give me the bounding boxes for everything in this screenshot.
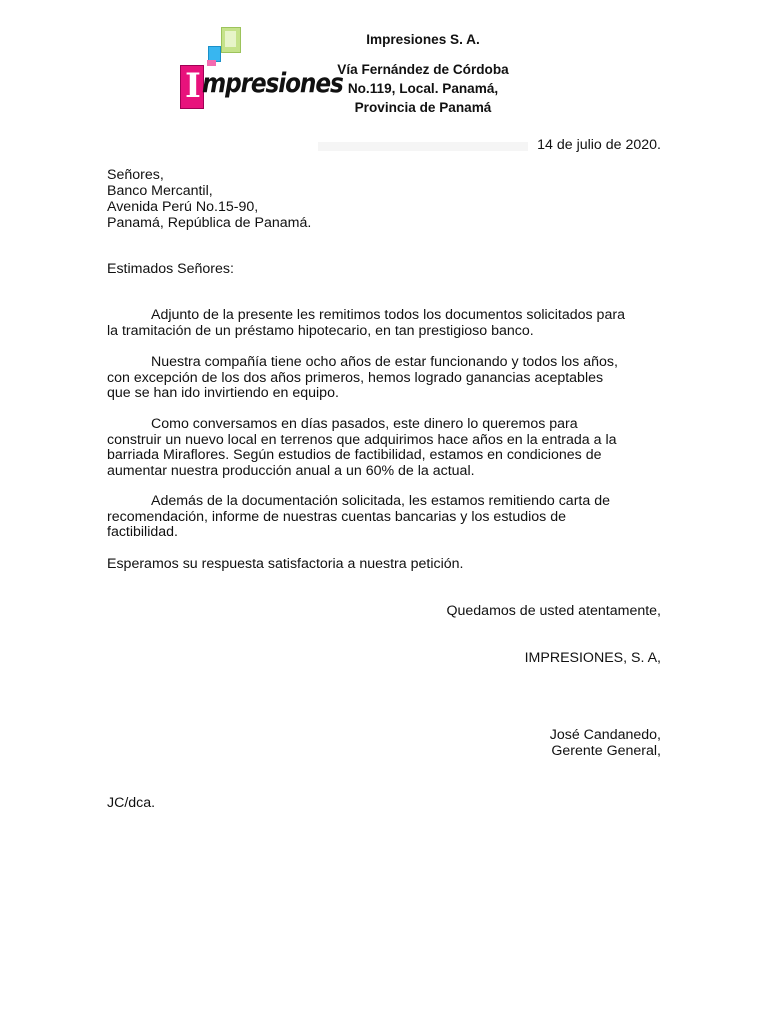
divider: [318, 142, 528, 151]
paragraph-line: que se han ido invirtiendo en equipo.: [107, 385, 339, 401]
paragraph-line: recomendación, informe de nuestras cuentas bancarias y los estudios de: [107, 508, 566, 525]
recipient-line: Señores,: [107, 167, 164, 183]
recipient-line: Banco Mercantil,: [107, 183, 213, 199]
body-paragraph: [107, 417, 667, 479]
closing-request: Esperamos su respuesta satisfactoria a nuestra petición.: [107, 556, 464, 572]
paragraph-line: con excepción de los dos años primeros, hemos logrado ganancias aceptables: [107, 369, 604, 386]
salutation: Estimados Señores:: [107, 261, 234, 277]
paragraph-line: Nuestra compañía tiene ocho años de estar funcionando y todos los años,: [151, 354, 618, 370]
logo-initial: I: [185, 66, 201, 106]
paragraph-line: Como conversamos en días pasados, este dinero lo queremos para: [151, 416, 578, 432]
paragraph-line: la tramitación de un préstamo hipotecario, en tan prestigioso banco.: [107, 322, 534, 339]
signer-title: Gerente General,: [551, 743, 661, 759]
company-name: Impresiones S. A.: [366, 32, 480, 47]
paragraph-line: Además de la documentación solicitada, les estamos remitiendo carta de: [151, 493, 610, 509]
company-logo: [178, 24, 343, 114]
company-signature: IMPRESIONES, S. A,: [524, 650, 661, 666]
paragraph-line: aumentar nuestra producción anual a un 60% de la actual.: [107, 462, 475, 479]
recipient-line: Avenida Perú No.15-90,: [107, 199, 259, 215]
paragraph-line: Adjunto de la presente les remitimos todos los documentos solicitados para: [151, 307, 625, 323]
address-line: Vía Fernández de Córdoba: [337, 62, 509, 77]
body-paragraph: [107, 355, 667, 402]
body-paragraph: [107, 494, 667, 541]
logo-pink-square-icon: [207, 60, 216, 66]
body-paragraph: [107, 308, 667, 339]
logo-initial-box: [180, 65, 204, 109]
recipient-line: Panamá, República de Panamá.: [107, 215, 312, 231]
closing-phrase: Quedamos de usted atentamente,: [446, 603, 661, 619]
letter-date: 14 de julio de 2020.: [537, 137, 661, 153]
reference-initials: JC/dca.: [107, 795, 156, 811]
address-line: Provincia de Panamá: [354, 100, 492, 115]
address-line: No.119, Local. Panamá,: [347, 81, 499, 96]
paragraph-line: barriada Miraflores. Según estudios de factibilidad, estamos en condiciones de: [107, 447, 602, 463]
paragraph-line: construir un nuevo local en terrenos que adquirimos hace años en la entrada a la: [107, 431, 617, 448]
paragraph-line: factibilidad.: [107, 524, 178, 540]
signer-name: José Candanedo,: [549, 727, 661, 743]
logo-wordmark: mpresiones: [202, 68, 343, 99]
logo-green-square-icon: [221, 27, 241, 53]
